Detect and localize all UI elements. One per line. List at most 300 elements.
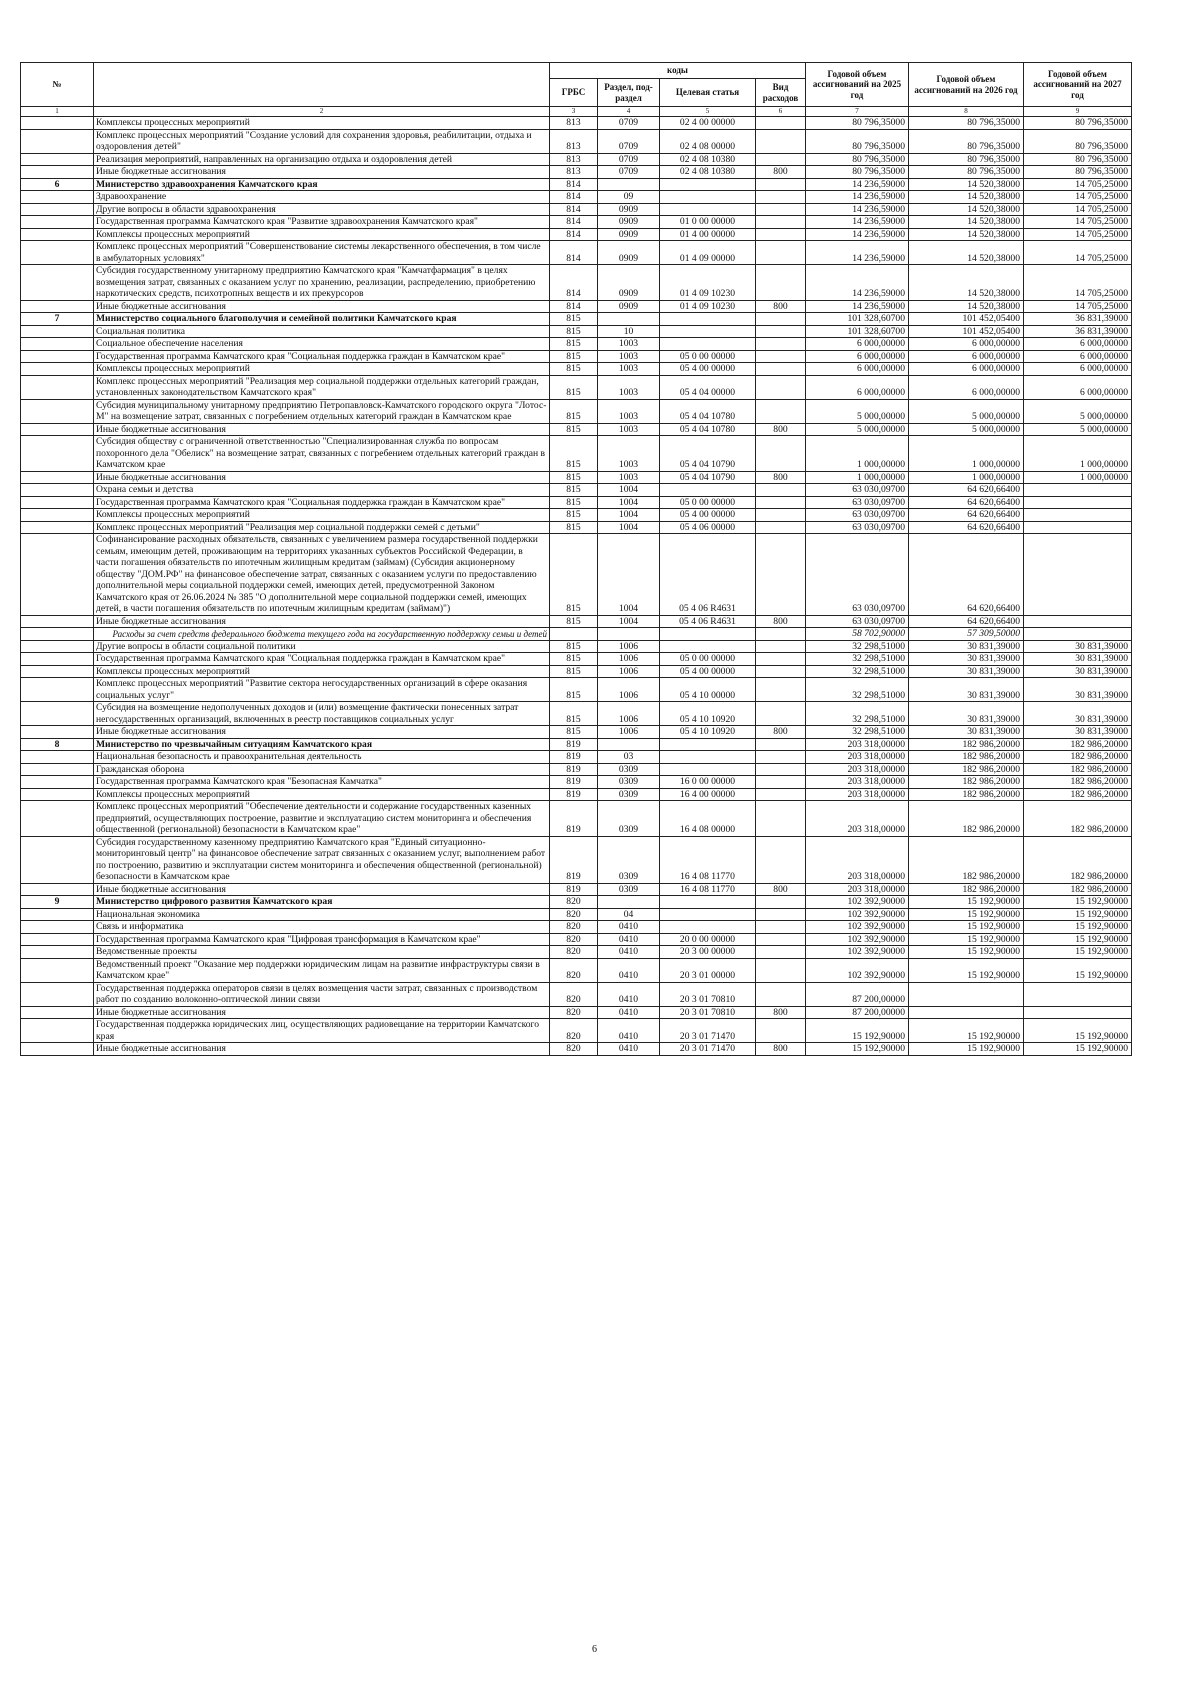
amount-2026: 64 620,66400 [909, 496, 1024, 509]
row-name: Охрана семьи и детства [94, 484, 550, 497]
grbs-code: 820 [550, 1043, 598, 1056]
table-row [21, 678, 1132, 702]
row-number [21, 216, 94, 229]
expense-type-code [756, 228, 806, 241]
grbs-code: 813 [550, 117, 598, 130]
target-article-code: 05 4 10 10920 [660, 702, 756, 726]
section-code: 0709 [598, 166, 660, 179]
target-article-code: 01 4 09 10230 [660, 265, 756, 301]
row-number [21, 776, 94, 789]
row-number [21, 471, 94, 484]
amount-2025: 203 318,00000 [806, 751, 909, 764]
amount-2027: 5 000,00000 [1024, 423, 1132, 436]
expense-type-code: 800 [756, 300, 806, 313]
row-name: Субсидия муниципальному унитарному предприятию Петропавловск-Камчатского городского округа "Лотос-М" на возмещение затрат, связанных с погребением отдельных категорий граждан в Камчатском крае [94, 399, 550, 423]
row-number [21, 788, 94, 801]
amount-2025: 101 328,60700 [806, 313, 909, 326]
section-code: 0909 [598, 300, 660, 313]
row-name: Ведомственные проекты [94, 946, 550, 959]
header-target: Целевая статья [660, 79, 756, 107]
row-number: 6 [21, 178, 94, 191]
expense-type-code: 800 [756, 1006, 806, 1019]
target-article-code [660, 628, 756, 641]
row-number [21, 363, 94, 376]
expense-type-code [756, 788, 806, 801]
amount-2027: 6 000,00000 [1024, 338, 1132, 351]
expense-type-code [756, 313, 806, 326]
table-row [21, 776, 1132, 789]
table-row [21, 117, 1132, 130]
amount-2027: 36 831,39000 [1024, 325, 1132, 338]
column-number: 1 [21, 107, 94, 117]
row-name: Гражданская оборона [94, 763, 550, 776]
row-name: Комплекс процессных мероприятий "Создание условий для сохранения здоровья, реабилитации, отдыха и оздоровления детей" [94, 129, 550, 153]
amount-2027: 15 192,90000 [1024, 896, 1132, 909]
target-article-code [660, 325, 756, 338]
expense-type-code [756, 363, 806, 376]
amount-2025: 87 200,00000 [806, 982, 909, 1006]
amount-2027: 182 986,20000 [1024, 751, 1132, 764]
grbs-code: 820 [550, 1006, 598, 1019]
expense-type-code [756, 628, 806, 641]
amount-2027 [1024, 982, 1132, 1006]
row-name: Иные бюджетные ассигнования [94, 615, 550, 628]
table-row [21, 241, 1132, 265]
row-name: Иные бюджетные ассигнования [94, 166, 550, 179]
section-code [598, 313, 660, 326]
section-code: 1006 [598, 640, 660, 653]
section-code: 10 [598, 325, 660, 338]
grbs-code: 819 [550, 763, 598, 776]
amount-2026: 30 831,39000 [909, 678, 1024, 702]
amount-2027: 5 000,00000 [1024, 399, 1132, 423]
expense-type-code [756, 1019, 806, 1043]
amount-2026: 182 986,20000 [909, 776, 1024, 789]
header-2025: Годовой объем ассигнований на 2025 год [806, 63, 909, 107]
section-code: 1004 [598, 534, 660, 616]
grbs-code: 815 [550, 521, 598, 534]
target-article-code: 05 4 04 10790 [660, 471, 756, 484]
target-article-code: 20 3 01 00000 [660, 958, 756, 982]
section-code: 0309 [598, 836, 660, 883]
table-row [21, 653, 1132, 666]
row-number [21, 763, 94, 776]
header-2026: Годовой объем ассигнований на 2026 год [909, 63, 1024, 107]
table-row [21, 921, 1132, 934]
amount-2027: 182 986,20000 [1024, 801, 1132, 837]
expense-type-code [756, 436, 806, 472]
amount-2026: 6 000,00000 [909, 375, 1024, 399]
table-row [21, 628, 1132, 641]
amount-2026: 14 520,38000 [909, 265, 1024, 301]
amount-2026: 1 000,00000 [909, 471, 1024, 484]
amount-2026: 1 000,00000 [909, 436, 1024, 472]
amount-2025: 63 030,09700 [806, 509, 909, 522]
row-name: Министерство здравоохранения Камчатского края [94, 178, 550, 191]
expense-type-code [756, 117, 806, 130]
section-code: 0709 [598, 129, 660, 153]
amount-2027: 14 705,25000 [1024, 300, 1132, 313]
row-name: Иные бюджетные ассигнования [94, 883, 550, 896]
table-row [21, 129, 1132, 153]
target-article-code: 16 4 08 11770 [660, 836, 756, 883]
grbs-code: 815 [550, 484, 598, 497]
target-article-code [660, 191, 756, 204]
expense-type-code [756, 896, 806, 909]
grbs-code: 815 [550, 350, 598, 363]
grbs-code: 814 [550, 178, 598, 191]
amount-2025: 80 796,35000 [806, 129, 909, 153]
target-article-code: 05 4 04 10790 [660, 436, 756, 472]
section-code: 1003 [598, 350, 660, 363]
expense-type-code [756, 521, 806, 534]
target-article-code: 05 4 00 00000 [660, 509, 756, 522]
target-article-code [660, 896, 756, 909]
amount-2025: 14 236,59000 [806, 203, 909, 216]
amount-2025: 102 392,90000 [806, 933, 909, 946]
target-article-code: 02 4 08 10380 [660, 153, 756, 166]
target-article-code: 20 3 01 71470 [660, 1019, 756, 1043]
amount-2026: 182 986,20000 [909, 738, 1024, 751]
expense-type-code [756, 338, 806, 351]
row-number [21, 883, 94, 896]
amount-2027: 80 796,35000 [1024, 129, 1132, 153]
table-row [21, 1006, 1132, 1019]
grbs-code: 815 [550, 665, 598, 678]
expense-type-code [756, 946, 806, 959]
table-row [21, 982, 1132, 1006]
amount-2027: 182 986,20000 [1024, 776, 1132, 789]
amount-2026: 14 520,38000 [909, 203, 1024, 216]
row-number [21, 191, 94, 204]
grbs-code: 815 [550, 313, 598, 326]
row-number [21, 423, 94, 436]
grbs-code: 819 [550, 788, 598, 801]
table-row [21, 801, 1132, 837]
grbs-code: 815 [550, 534, 598, 616]
target-article-code: 05 4 04 10780 [660, 399, 756, 423]
amount-2026: 15 192,90000 [909, 946, 1024, 959]
row-number [21, 1006, 94, 1019]
expense-type-code [756, 776, 806, 789]
amount-2027 [1024, 496, 1132, 509]
section-code: 0909 [598, 216, 660, 229]
row-number: 8 [21, 738, 94, 751]
row-number [21, 129, 94, 153]
target-article-code [660, 178, 756, 191]
expense-type-code [756, 375, 806, 399]
table-row [21, 496, 1132, 509]
amount-2027: 36 831,39000 [1024, 313, 1132, 326]
expense-type-code: 800 [756, 471, 806, 484]
table-row [21, 399, 1132, 423]
section-code: 0909 [598, 241, 660, 265]
amount-2027: 30 831,39000 [1024, 640, 1132, 653]
amount-2026: 14 520,38000 [909, 300, 1024, 313]
amount-2025: 102 392,90000 [806, 896, 909, 909]
expense-type-code [756, 350, 806, 363]
table-row [21, 665, 1132, 678]
target-article-code: 16 4 08 11770 [660, 883, 756, 896]
amount-2026: 80 796,35000 [909, 153, 1024, 166]
table-row [21, 788, 1132, 801]
table-row [21, 350, 1132, 363]
amount-2025: 14 236,59000 [806, 265, 909, 301]
grbs-code: 815 [550, 363, 598, 376]
column-number: 9 [1024, 107, 1132, 117]
row-number [21, 521, 94, 534]
section-code: 1004 [598, 509, 660, 522]
table-row [21, 640, 1132, 653]
expense-type-code [756, 509, 806, 522]
row-name: Комплексы процессных мероприятий [94, 509, 550, 522]
row-name: Комплексы процессных мероприятий [94, 228, 550, 241]
grbs-code: 815 [550, 471, 598, 484]
target-article-code: 02 4 08 00000 [660, 129, 756, 153]
table-row [21, 375, 1132, 399]
section-code: 0410 [598, 1043, 660, 1056]
target-article-code [660, 921, 756, 934]
amount-2026: 6 000,00000 [909, 363, 1024, 376]
section-code: 0410 [598, 946, 660, 959]
expense-type-code [756, 836, 806, 883]
row-number [21, 982, 94, 1006]
amount-2027: 30 831,39000 [1024, 726, 1132, 739]
amount-2025: 63 030,09700 [806, 484, 909, 497]
section-code: 1006 [598, 665, 660, 678]
grbs-code: 814 [550, 228, 598, 241]
section-code: 1006 [598, 678, 660, 702]
amount-2025: 102 392,90000 [806, 958, 909, 982]
table-row [21, 265, 1132, 301]
amount-2026: 64 620,66400 [909, 509, 1024, 522]
amount-2027: 30 831,39000 [1024, 665, 1132, 678]
table-row [21, 726, 1132, 739]
amount-2026: 101 452,05400 [909, 313, 1024, 326]
amount-2027: 14 705,25000 [1024, 203, 1132, 216]
amount-2026: 64 620,66400 [909, 484, 1024, 497]
row-name: Связь и информатика [94, 921, 550, 934]
table-row [21, 363, 1132, 376]
table-row [21, 178, 1132, 191]
row-number [21, 678, 94, 702]
expense-type-code [756, 678, 806, 702]
target-article-code: 20 3 01 70810 [660, 1006, 756, 1019]
column-number-row [21, 107, 1132, 117]
amount-2025: 58 702,90000 [806, 628, 909, 641]
header-grbs: ГРБС [550, 79, 598, 107]
amount-2027: 80 796,35000 [1024, 153, 1132, 166]
section-code [598, 896, 660, 909]
table-row [21, 883, 1132, 896]
expense-type-code [756, 763, 806, 776]
amount-2027: 14 705,25000 [1024, 216, 1132, 229]
expense-type-code [756, 958, 806, 982]
amount-2027: 15 192,90000 [1024, 908, 1132, 921]
section-code: 1003 [598, 338, 660, 351]
row-name: Другие вопросы в области здравоохранения [94, 203, 550, 216]
grbs-code: 813 [550, 153, 598, 166]
row-number: 7 [21, 313, 94, 326]
row-name: Здравоохранение [94, 191, 550, 204]
amount-2027: 15 192,90000 [1024, 921, 1132, 934]
row-number [21, 436, 94, 472]
row-name: Государственная программа Камчатского края "Социальная поддержка граждан в Камчатском крае" [94, 350, 550, 363]
amount-2026: 80 796,35000 [909, 117, 1024, 130]
amount-2025: 80 796,35000 [806, 166, 909, 179]
row-number [21, 958, 94, 982]
section-code [598, 628, 660, 641]
amount-2027: 14 705,25000 [1024, 178, 1132, 191]
section-code: 1006 [598, 726, 660, 739]
target-article-code: 05 4 10 10920 [660, 726, 756, 739]
amount-2025: 102 392,90000 [806, 908, 909, 921]
amount-2026: 182 986,20000 [909, 751, 1024, 764]
row-number [21, 399, 94, 423]
table-row [21, 615, 1132, 628]
row-number [21, 615, 94, 628]
section-code: 0709 [598, 117, 660, 130]
amount-2026: 14 520,38000 [909, 178, 1024, 191]
table-row [21, 203, 1132, 216]
table-row [21, 313, 1132, 326]
amount-2025: 14 236,59000 [806, 191, 909, 204]
amount-2025: 32 298,51000 [806, 726, 909, 739]
column-number: 4 [598, 107, 660, 117]
table-row [21, 228, 1132, 241]
section-code: 03 [598, 751, 660, 764]
target-article-code: 05 4 06 R4631 [660, 615, 756, 628]
amount-2026 [909, 982, 1024, 1006]
amount-2027: 14 705,25000 [1024, 265, 1132, 301]
row-number [21, 228, 94, 241]
header-2027: Годовой объем ассигнований на 2027 год [1024, 63, 1132, 107]
expense-type-code [756, 640, 806, 653]
row-name: Государственная программа Камчатского края "Цифровая трансформация в Камчатском крае" [94, 933, 550, 946]
grbs-code: 819 [550, 751, 598, 764]
grbs-code: 815 [550, 726, 598, 739]
amount-2025: 102 392,90000 [806, 946, 909, 959]
table-row [21, 153, 1132, 166]
amount-2027 [1024, 615, 1132, 628]
expense-type-code [756, 653, 806, 666]
amount-2027: 1 000,00000 [1024, 436, 1132, 472]
expense-type-code: 800 [756, 166, 806, 179]
row-number [21, 946, 94, 959]
table-body [21, 107, 1132, 1056]
amount-2025: 32 298,51000 [806, 665, 909, 678]
expense-type-code [756, 933, 806, 946]
section-code: 0309 [598, 763, 660, 776]
amount-2026: 182 986,20000 [909, 801, 1024, 837]
expense-type-code: 800 [756, 615, 806, 628]
table-row [21, 1019, 1132, 1043]
row-name: Министерство социального благополучия и семейной политики Камчатского края [94, 313, 550, 326]
amount-2026: 182 986,20000 [909, 788, 1024, 801]
amount-2027: 30 831,39000 [1024, 653, 1132, 666]
section-code: 0410 [598, 1019, 660, 1043]
amount-2027: 182 986,20000 [1024, 738, 1132, 751]
budget-table-sheet [20, 62, 1132, 1056]
amount-2026: 64 620,66400 [909, 534, 1024, 616]
table-row [21, 436, 1132, 472]
target-article-code: 05 4 00 00000 [660, 665, 756, 678]
grbs-code: 815 [550, 436, 598, 472]
target-article-code: 05 0 00 00000 [660, 350, 756, 363]
amount-2027: 6 000,00000 [1024, 375, 1132, 399]
grbs-code [550, 628, 598, 641]
row-name: Государственная программа Камчатского края "Безопасная Камчатка" [94, 776, 550, 789]
expense-type-code [756, 325, 806, 338]
amount-2025: 63 030,09700 [806, 615, 909, 628]
table-row [21, 484, 1132, 497]
amount-2027: 30 831,39000 [1024, 702, 1132, 726]
grbs-code: 819 [550, 738, 598, 751]
row-number [21, 702, 94, 726]
row-name: Субсидия обществу с ограниченной ответственностью "Специализированная служба по вопросам похоронного дела "Обелиск" на возмещение затрат, связанных с погребением отдельных категорий граждан в Камчатском крае [94, 436, 550, 472]
target-article-code: 05 4 04 10780 [660, 423, 756, 436]
table-row [21, 702, 1132, 726]
row-number [21, 908, 94, 921]
amount-2025: 203 318,00000 [806, 776, 909, 789]
amount-2026: 15 192,90000 [909, 896, 1024, 909]
amount-2025: 32 298,51000 [806, 702, 909, 726]
amount-2025: 5 000,00000 [806, 423, 909, 436]
grbs-code: 815 [550, 653, 598, 666]
target-article-code: 05 4 06 R4631 [660, 534, 756, 616]
table-row [21, 534, 1132, 616]
row-name: Комплексы процессных мероприятий [94, 788, 550, 801]
target-article-code: 02 4 00 00000 [660, 117, 756, 130]
table-row [21, 836, 1132, 883]
amount-2025: 6 000,00000 [806, 363, 909, 376]
row-name: Социальное обеспечение населения [94, 338, 550, 351]
amount-2027: 15 192,90000 [1024, 958, 1132, 982]
header-expense-type: Вид расходов [756, 79, 806, 107]
amount-2025: 1 000,00000 [806, 436, 909, 472]
expense-type-code: 800 [756, 1043, 806, 1056]
grbs-code: 820 [550, 921, 598, 934]
target-article-code [660, 338, 756, 351]
amount-2026: 15 192,90000 [909, 958, 1024, 982]
row-number [21, 1043, 94, 1056]
table-row [21, 325, 1132, 338]
table-row [21, 896, 1132, 909]
grbs-code: 820 [550, 908, 598, 921]
section-code: 0909 [598, 203, 660, 216]
row-name: Социальная политика [94, 325, 550, 338]
amount-2025: 87 200,00000 [806, 1006, 909, 1019]
table-row [21, 191, 1132, 204]
amount-2027: 6 000,00000 [1024, 363, 1132, 376]
row-number [21, 375, 94, 399]
grbs-code: 814 [550, 300, 598, 313]
row-name: Национальная безопасность и правоохранительная деятельность [94, 751, 550, 764]
amount-2026: 64 620,66400 [909, 521, 1024, 534]
expense-type-code [756, 908, 806, 921]
row-name: Министерство цифрового развития Камчатского края [94, 896, 550, 909]
amount-2025: 14 236,59000 [806, 241, 909, 265]
target-article-code: 20 0 00 00000 [660, 933, 756, 946]
amount-2026: 30 831,39000 [909, 702, 1024, 726]
amount-2026: 182 986,20000 [909, 883, 1024, 896]
grbs-code: 814 [550, 241, 598, 265]
grbs-code: 820 [550, 982, 598, 1006]
grbs-code: 820 [550, 958, 598, 982]
amount-2027: 80 796,35000 [1024, 166, 1132, 179]
section-code: 0309 [598, 788, 660, 801]
amount-2026: 182 986,20000 [909, 836, 1024, 883]
